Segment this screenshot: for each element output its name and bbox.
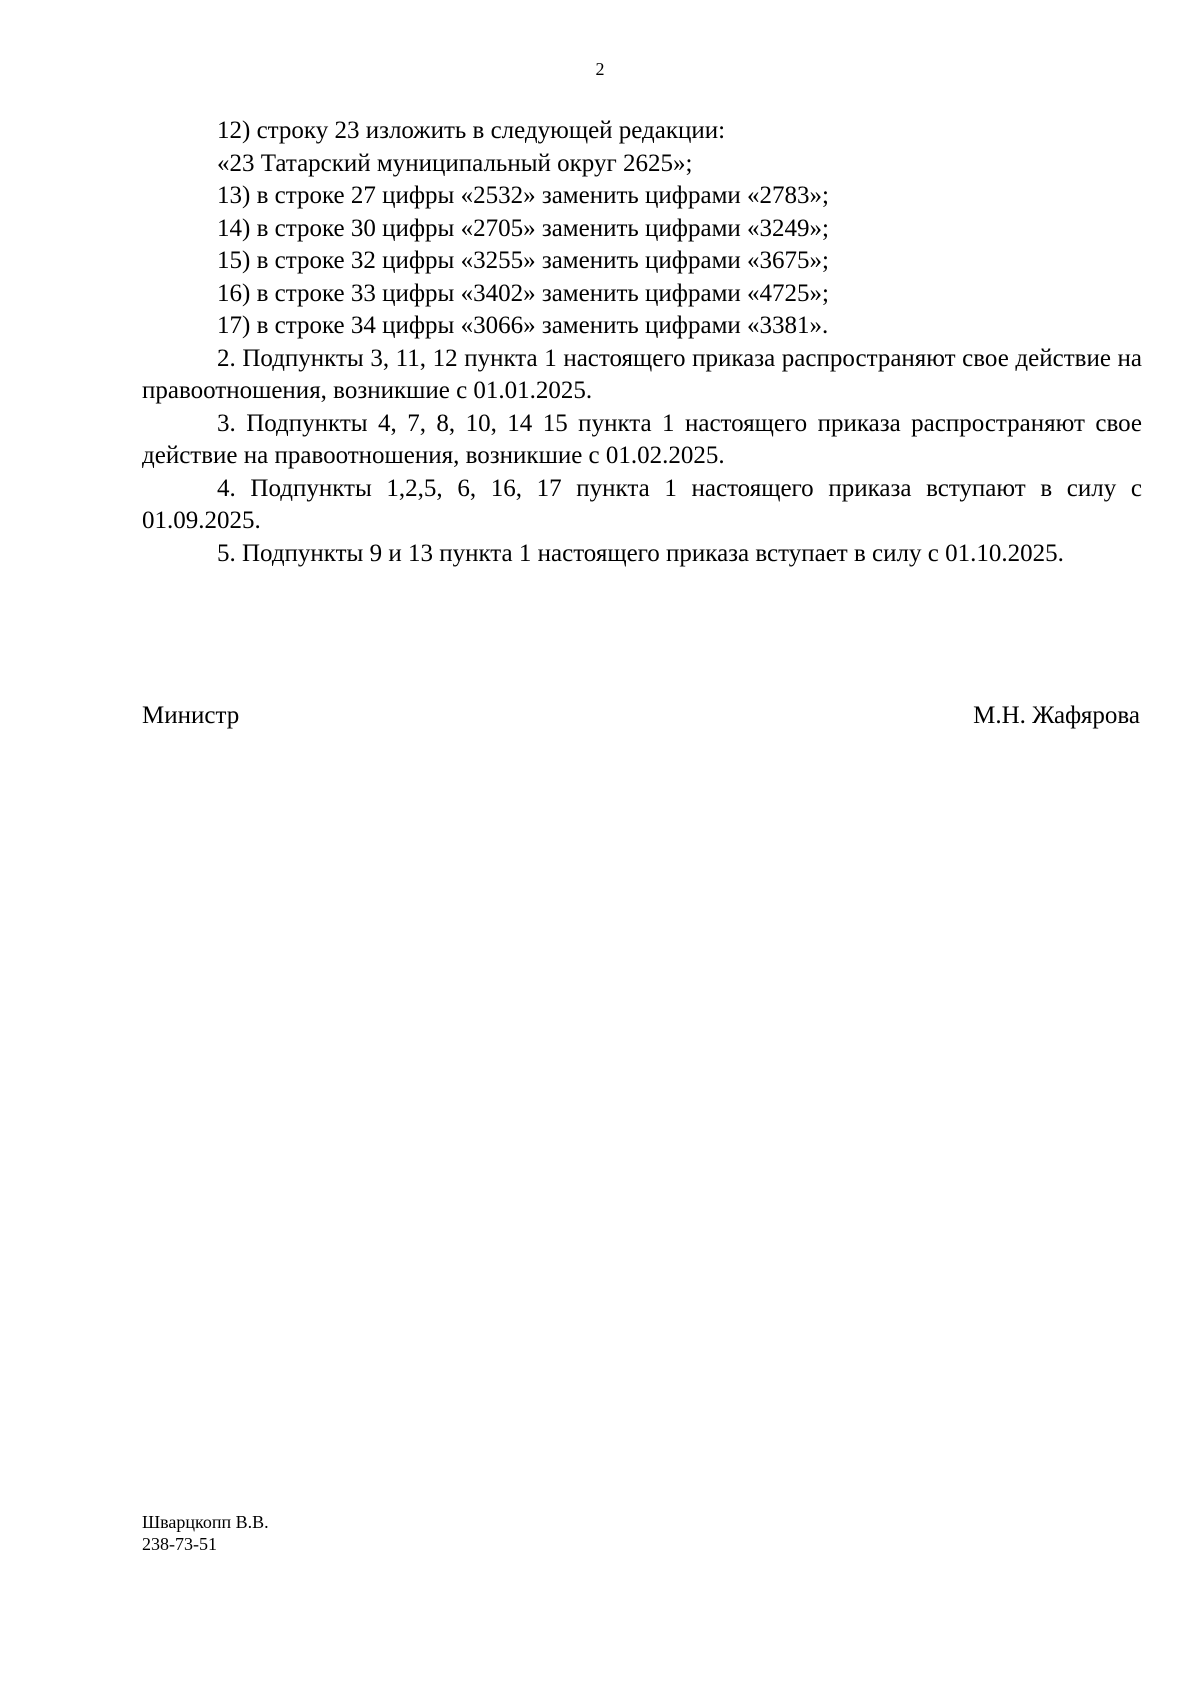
paragraph-clause-3: 3. Подпункты 4, 7, 8, 10, 14 15 пункта 1 настоящего приказа распространяют свое действие на правоотношения, возникшие с 01.02.2025. xyxy=(142,409,1142,469)
paragraph-item-16: 16) в строке 33 цифры «3402» заменить цифрами «4725»; xyxy=(217,279,829,307)
executor-phone: 238-73-51 xyxy=(142,1534,217,1554)
paragraph-item-13: 13) в строке 27 цифры «2532» заменить цифрами «2783»; xyxy=(217,182,829,209)
paragraph-item-14: 14) в строке 30 цифры «2705» заменить цифрами «3249»; xyxy=(217,214,829,242)
signatory-name: М.Н. Жафярова xyxy=(973,702,1140,729)
signatory-title: Министр xyxy=(142,702,240,729)
executor-name: Шварцкопп В.В. xyxy=(142,1512,269,1532)
paragraph-clause-4: 4. Подпункты 1,2,5, 6, 16, 17 пункта 1 настоящего приказа вступают в силу с 01.09.2025. xyxy=(142,474,1142,534)
paragraph-item-12: 12) строку 23 изложить в следующей редакции: xyxy=(217,117,726,144)
paragraph-item-17: 17) в строке 34 цифры «3066» заменить цифрами «3381». xyxy=(217,312,829,339)
paragraph-item-12-text: «23 Татарский муниципальный округ 2625»; xyxy=(217,149,693,177)
page-number: 2 xyxy=(595,59,605,79)
paragraph-item-15: 15) в строке 32 цифры «3255» заменить цифрами «3675»; xyxy=(217,247,829,274)
paragraph-clause-5: 5. Подпункты 9 и 13 пункта 1 настоящего приказа вступает в силу с 01.10.2025. xyxy=(217,539,1064,567)
document-body xyxy=(142,115,1142,570)
paragraph-clause-2: 2. Подпункты 3, 11, 12 пункта 1 настоящего приказа распространяют свое действие на правоотношения, возникшие с 01.01.2025. xyxy=(142,344,1142,404)
executor-block xyxy=(142,1511,269,1555)
